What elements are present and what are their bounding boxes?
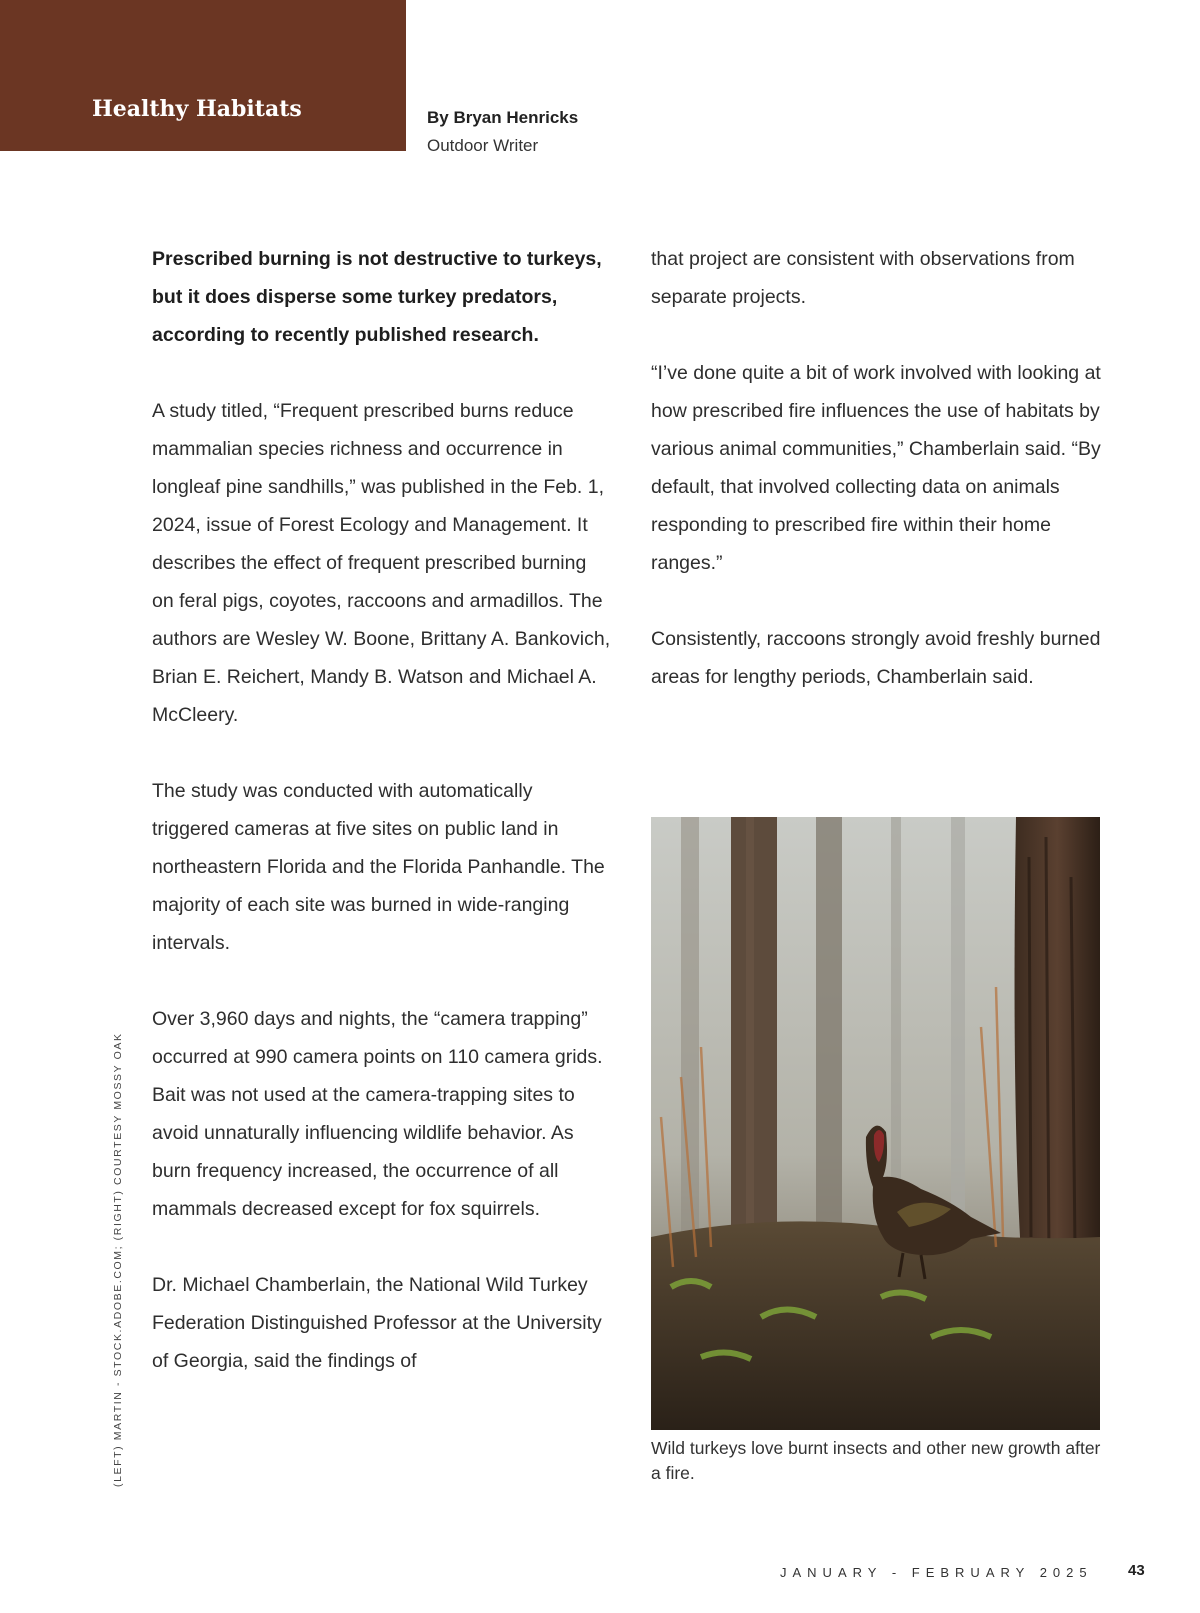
byline [427, 104, 578, 160]
issue-date: JANUARY - FEBRUARY 2025 [780, 1565, 1093, 1580]
section-title: Healthy Habitats [92, 96, 302, 122]
page-number: 43 [1128, 1562, 1145, 1579]
photo-credit-wrapper [103, 1032, 133, 1487]
author-role: Outdoor Writer [427, 136, 539, 155]
article-paragraph: Dr. Michael Chamberlain, the National Wild Turkey Federation Distinguished Professor at the University of Georgia, said the findings of [152, 1274, 602, 1372]
photo-caption: Wild turkeys love burnt insects and other new growth after a fire. [651, 1438, 1101, 1483]
section-banner [0, 0, 406, 151]
article-paragraph: The study was conducted with automatically triggered cameras at five sites on public land in northeastern Florida and the Florida Panhandle. The majority of each site was burned in wide-ranging intervals. [152, 780, 605, 954]
article-column-left [152, 240, 612, 1418]
photo-credit: (LEFT) MARTIN - STOCK.ADOBE.COM; (RIGHT) COURTESY MOSSY OAK [112, 1032, 124, 1487]
article-paragraph: “I’ve done quite a bit of work involved with looking at how prescribed fire influences the use of habitats by various animal communities,” Chamberlain said. “By default, that involved collecting data on animals responding to prescribed fire within their home ranges.” [651, 362, 1101, 574]
article-lead: Prescribed burning is not destructive to turkeys, but it does disperse some turkey predators, according to recently published research. [152, 248, 602, 346]
article-paragraph: that project are consistent with observations from separate projects. [651, 248, 1075, 308]
article-paragraph: A study titled, “Frequent prescribed burns reduce mammalian species richness and occurrence in longleaf pine sandhills,” was published in the Feb. 1, 2024, issue of Forest Ecology and Management. It describes the effect of frequent prescribed burning on feral pigs, coyotes, raccoons and armadillos. The authors are Wesley W. Boone, Brittany A. Bankovich, Brian E. Reichert, Mandy B. Watson and Michael A. McCleery. [152, 400, 611, 726]
turkey-photo [651, 817, 1100, 1430]
article-column-right [651, 240, 1111, 734]
author-name: By Bryan Henricks [427, 108, 579, 127]
article-paragraph: Consistently, raccoons strongly avoid freshly burned areas for lengthy periods, Chamberlain said. [651, 628, 1101, 688]
turkey-forest-illustration [651, 817, 1100, 1430]
article-paragraph: Over 3,960 days and nights, the “camera trapping” occurred at 990 camera points on 110 camera grids. Bait was not used at the camera-trapping sites to avoid unnaturally influencing wildlife behavior. As burn frequency increased, the occurrence of all mammals decreased except for fox squirrels. [152, 1008, 603, 1220]
